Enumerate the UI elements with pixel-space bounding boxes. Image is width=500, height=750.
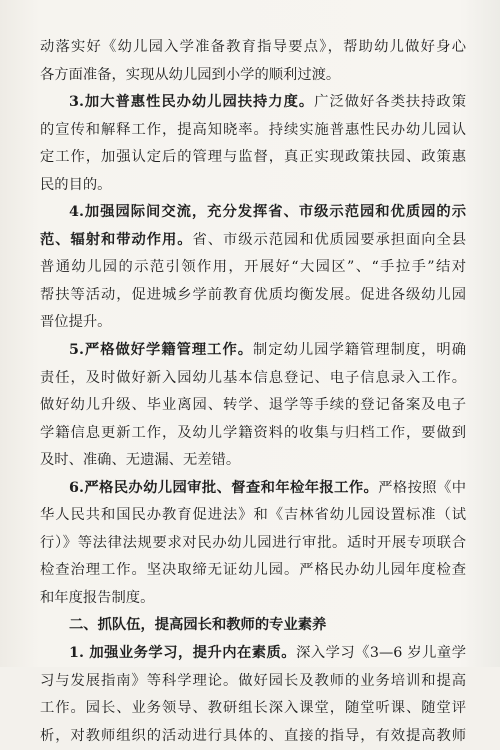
text-run: 帮扶等活动，促进城乡学前教育优质均衡发展。促进各级幼儿园 (40, 286, 466, 303)
text-run: 华人民共和国民办教育促进法》和《吉林省幼儿园设置标准（试 (40, 507, 466, 524)
bold-phrase: 6.严格民办幼儿园审批、督查和年检年报工作。 (69, 479, 379, 496)
text-run: 普通幼儿园的示范引领作用，开展好“大园区”、“手拉手”结对 (40, 259, 466, 276)
text-run: 习与发展指南》等科学理论。做好园长及教师的业务培训和提高 (40, 672, 466, 689)
text-line (40, 282, 466, 310)
text-line (40, 199, 466, 227)
text-line (40, 420, 466, 448)
bold-phrase: 范、辐射和带动作用。 (40, 231, 193, 248)
text-line (40, 117, 466, 145)
bold-phrase: 3.加大普惠性民办幼儿园扶持力度。 (69, 94, 315, 111)
text-run: 析，对教师组织的活动进行具体的、直接的指导，有效提高教师 (40, 727, 466, 744)
text-line (40, 309, 466, 337)
text-run: 和年度报告制度。 (40, 589, 155, 606)
text-line (40, 172, 466, 200)
text-line (40, 475, 466, 503)
text-run: 民的目的。 (40, 176, 112, 193)
text-run: 深入学习《3—6 岁儿童学 (296, 645, 466, 662)
text-run: 检查治理工作。坚决取缔无证幼儿园。严格民办幼儿园年度检查 (40, 562, 466, 579)
bold-phrase: 1. 加强业务学习，提升内在素质。 (69, 645, 297, 662)
text-run: 做好幼儿升级、毕业离园、转学、退学等手续的登记备案及电子 (40, 397, 466, 414)
text-run: 定工作，加强认定后的管理与监督，真正实现政策扶园、政策惠 (40, 149, 466, 166)
text-line (40, 227, 466, 255)
text-line (40, 144, 466, 172)
text-run: 晋位提升。 (40, 314, 112, 331)
text-line (40, 585, 466, 613)
text-run: 严格按照《中 (378, 479, 466, 496)
text-line (40, 502, 466, 530)
text-run: 各方面准备，实现从幼儿园到小学的顺利过渡。 (40, 66, 341, 83)
text-line (40, 668, 466, 696)
text-run: 动落实好《幼儿园入学准备教育指导要点》，帮助幼儿做好身心 (40, 39, 466, 55)
text-line (40, 447, 466, 475)
text-run: 工作。园长、业务领导、教研组长深入课堂，随堂听课、随堂评 (40, 700, 466, 717)
text-line (40, 530, 466, 558)
text-line (40, 89, 466, 117)
text-run: 省、市级示范园和优质园要承担面向全县 (192, 231, 466, 248)
text-line (40, 254, 466, 282)
text-run: 学籍信息更新工作，及幼儿学籍资料的收集与归档工作，要做到 (40, 424, 466, 441)
text-line (40, 392, 466, 420)
text-run: 制定幼儿园学籍管理制度，明确 (253, 342, 466, 359)
text-run: 行）》等法律法规要求对民办幼儿园进行审批。适时开展专项联合 (40, 534, 466, 551)
bold-phrase: 5.严格做好学籍管理工作。 (69, 342, 254, 359)
text-run: 及时、准确、无遗漏、无差错。 (40, 452, 241, 469)
text-run: 责任，及时做好新入园幼儿基本信息登记、电子信息录入工作。 (40, 369, 466, 386)
text-line (40, 557, 466, 585)
text-line (40, 62, 466, 90)
bold-phrase: 4.加强园际间交流，充分发挥省、市级示范园和优质园的示 (69, 204, 466, 221)
text-run: 的宣传和解释工作，提高知晓率。持续实施普惠性民办幼儿园认 (40, 121, 466, 138)
section-heading (40, 612, 466, 640)
text-line (40, 695, 466, 723)
text-line (40, 365, 466, 393)
text-line (40, 723, 466, 750)
text-line (40, 34, 466, 62)
text-run: 二、抓队伍，提高园长和教师的专业素养 (69, 617, 327, 634)
text-line (40, 640, 466, 668)
text-line (40, 337, 466, 365)
text-run: 广泛做好各类扶持政策 (314, 94, 466, 111)
